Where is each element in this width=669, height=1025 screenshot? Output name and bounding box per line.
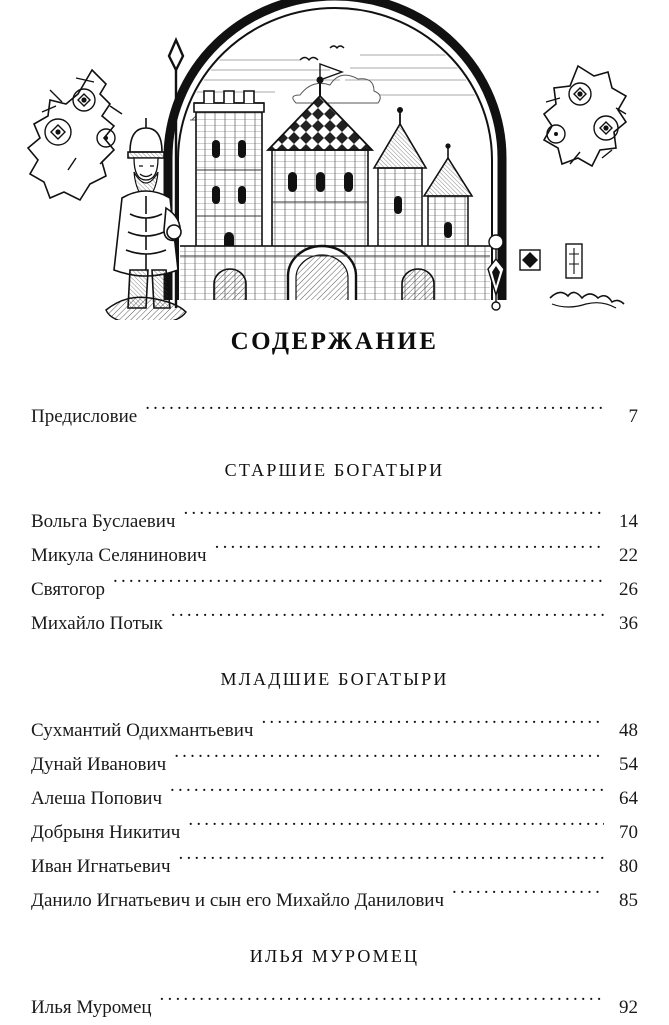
toc-entry[interactable] <box>31 607 638 641</box>
dot-leader <box>179 853 604 872</box>
dot-leader <box>261 717 604 736</box>
toc-section-heading: СТАРШИЕ БОГАТЫРИ <box>224 460 445 480</box>
dot-leader <box>170 785 604 804</box>
dot-leader <box>452 887 604 906</box>
toc-entry-page: 85 <box>619 890 638 911</box>
toc-entry-label: Вольга Буслаевич <box>31 511 176 532</box>
toc-entry[interactable] <box>31 782 638 816</box>
toc-entry[interactable] <box>31 991 638 1025</box>
toc-entry-page: 26 <box>619 579 638 600</box>
square-ornament <box>520 250 540 270</box>
toc-entry[interactable] <box>31 505 638 539</box>
toc-entry[interactable] <box>31 573 638 607</box>
toc-entry-label: Микула Селянинович <box>31 545 207 566</box>
toc-section-1 <box>31 641 638 918</box>
right-ornamental-cross <box>544 66 626 166</box>
headpiece-illustration <box>0 0 669 320</box>
toc-entry-page: 80 <box>619 856 638 877</box>
dot-leader <box>183 508 604 527</box>
toc-entry[interactable] <box>31 714 638 748</box>
dot-leader <box>160 994 604 1013</box>
toc-entry-label: Иван Игнатьевич <box>31 856 171 877</box>
toc-entry[interactable] <box>31 748 638 782</box>
toc-entry-page: 36 <box>619 613 638 634</box>
table-of-contents <box>31 356 638 1025</box>
dot-leader <box>113 576 604 595</box>
dot-leader <box>171 610 604 629</box>
toc-entry-label: Добрыня Никитич <box>31 822 181 843</box>
left-ornamental-cross <box>28 70 122 200</box>
toc-entry-label: Илья Муромец <box>31 997 152 1018</box>
toc-entry-page: 92 <box>619 997 638 1018</box>
toc-entry-label: Михайло Потык <box>31 613 163 634</box>
castle-scene <box>170 10 500 310</box>
toc-entry-label: Алеша Попович <box>31 788 163 809</box>
toc-entry-page: 64 <box>619 788 638 809</box>
toc-entry-page: 48 <box>619 720 638 741</box>
gate-wall <box>176 246 492 302</box>
artist-signature <box>550 292 624 308</box>
page-title: СОДЕРЖАНИЕ <box>230 328 439 355</box>
toc-entry-page: 70 <box>619 822 638 843</box>
dot-leader <box>174 751 604 770</box>
toc-entry-preface[interactable] <box>31 400 638 434</box>
toc-entry-page: 22 <box>619 545 638 566</box>
dot-leader <box>215 542 604 561</box>
toc-entry-label: Данило Игнатьевич и сын его Михайло Данилович <box>31 890 445 911</box>
toc-section-0 <box>31 434 638 641</box>
toc-entry-page: 14 <box>619 511 638 532</box>
toc-entry[interactable] <box>31 850 638 884</box>
toc-entry[interactable] <box>31 884 638 918</box>
toc-entry-label: Святогор <box>31 579 106 600</box>
toc-entry-label: Сухмантий Одихмантьевич <box>31 720 254 741</box>
toc-entry-page: 54 <box>619 754 638 775</box>
scroll-ornament <box>566 244 582 278</box>
toc-entry[interactable] <box>31 816 638 850</box>
toc-section-heading: МЛАДШИЕ БОГАТЫРИ <box>220 669 449 689</box>
toc-entry[interactable] <box>31 539 638 573</box>
bogatyr-guard-figure <box>106 40 186 320</box>
toc-entry-label: Предисловие <box>31 406 138 427</box>
toc-entry-label: Дунай Иванович <box>31 754 167 775</box>
dot-leader <box>145 403 604 422</box>
dot-leader <box>188 819 604 838</box>
toc-entry-page: 7 <box>628 406 638 427</box>
toc-section-heading: ИЛЬЯ МУРОМЕЦ <box>249 946 420 966</box>
